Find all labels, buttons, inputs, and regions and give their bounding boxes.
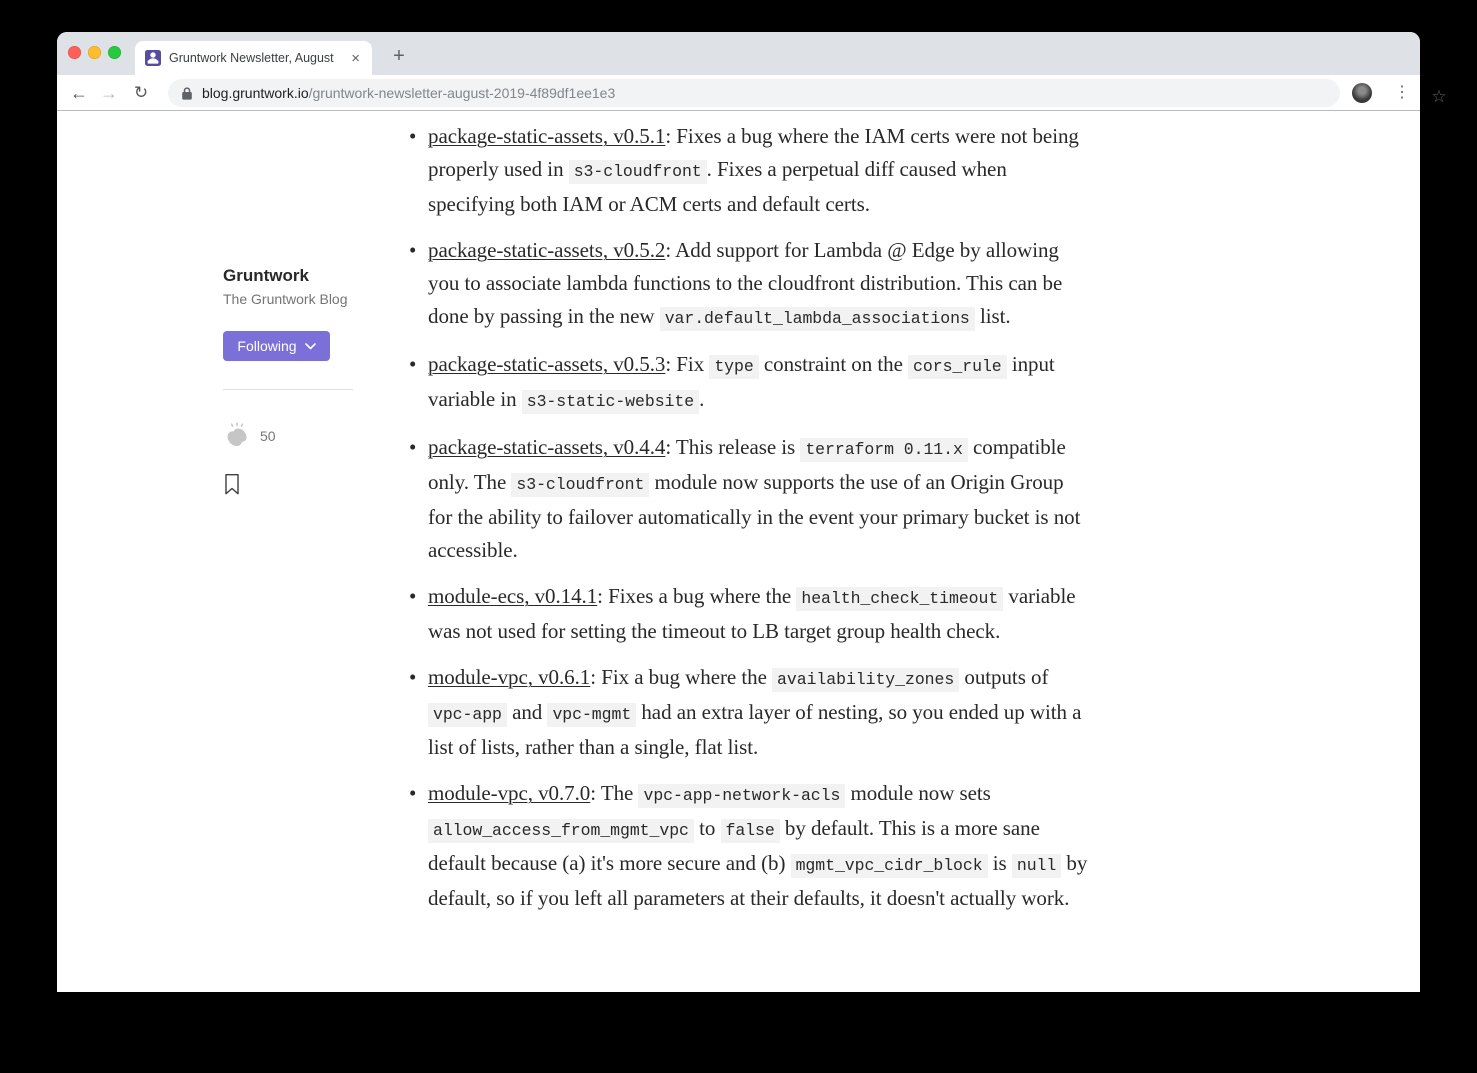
browser-menu-icon[interactable]: ⋮ — [1394, 84, 1410, 101]
inline-code: vpc-app-network-acls — [638, 784, 845, 808]
clap-count: 50 — [260, 428, 276, 444]
text-run: : Fix a bug where the — [590, 665, 773, 689]
text-run: had an extra layer of nesting, so you ended up with a list of lists, rather than a single, flat list. — [428, 700, 1082, 759]
text-run: module now supports the use of an Origin Group for the ability to failover automatically in the event your primary bucket is not accessible. — [428, 470, 1081, 562]
release-link[interactable]: package-static-assets, v0.5.2 — [428, 238, 666, 262]
url-text — [202, 85, 615, 101]
browser-tab[interactable] — [135, 41, 372, 75]
publication-subtitle: The Gruntwork Blog — [223, 291, 348, 307]
text-run: outputs of — [959, 665, 1049, 689]
release-item — [428, 348, 1088, 418]
article-body — [428, 120, 1088, 915]
tab-title: Gruntwork Newsletter, August — [169, 51, 334, 65]
browser-toolbar — [57, 75, 1447, 111]
forward-icon[interactable]: → — [100, 83, 118, 103]
inline-code: null — [1012, 854, 1061, 878]
text-run: variable was not used for setting the timeout to LB target group health check. — [428, 584, 1076, 643]
text-run: constraint on the — [758, 352, 909, 376]
release-link[interactable]: package-static-assets, v0.4.4 — [428, 435, 666, 459]
inline-code: s3-static-website — [522, 390, 699, 414]
back-icon[interactable]: ← — [70, 83, 88, 103]
text-run: is — [987, 851, 1012, 875]
reload-icon[interactable]: ↻ — [133, 83, 149, 102]
text-run: . — [699, 387, 705, 411]
following-button[interactable] — [223, 331, 330, 361]
text-run: compatible only. The — [428, 435, 1066, 494]
tab-close-icon[interactable]: × — [351, 49, 360, 67]
text-run: . Fixes a perpetual diff caused when specifying both IAM or ACM certs and default certs. — [428, 157, 1007, 216]
text-run: by default. This is a more sane default because (a) it's more secure and (b) — [428, 816, 1040, 875]
inline-code: mgmt_vpc_cidr_block — [791, 854, 988, 878]
inline-code: vpc-app — [428, 703, 507, 727]
release-item — [428, 777, 1088, 915]
publication-name[interactable]: Gruntwork — [223, 266, 309, 285]
inline-code: allow_access_from_mgmt_vpc — [428, 819, 694, 843]
release-item — [428, 580, 1088, 648]
bookmark-icon[interactable] — [223, 473, 241, 496]
release-link[interactable]: module-vpc, v0.7.0 — [428, 781, 591, 805]
gruntwork-favicon — [145, 50, 161, 66]
url-path: /gruntwork-newsletter-august-2019-4f89df1ee1e3 — [308, 85, 616, 101]
release-link[interactable]: package-static-assets, v0.5.3 — [428, 352, 666, 376]
text-run: : Fix — [665, 352, 710, 376]
inline-code: false — [721, 819, 780, 843]
publication-sidebar — [223, 266, 354, 501]
page-content — [57, 111, 1420, 991]
inline-code: var.default_lambda_associations — [660, 307, 975, 331]
clap-icon[interactable] — [223, 422, 251, 450]
release-item — [428, 234, 1088, 335]
release-item — [428, 431, 1088, 567]
inline-code: health_check_timeout — [796, 587, 1003, 611]
window-zoom-button[interactable] — [108, 46, 121, 59]
window-close-button[interactable] — [68, 46, 81, 59]
profile-avatar[interactable] — [1352, 83, 1372, 103]
inline-code: s3-cloudfront — [569, 160, 707, 184]
lock-icon — [181, 86, 193, 101]
text-run: module now sets — [845, 781, 991, 805]
text-run: input variable in — [428, 352, 1055, 411]
inline-code: cors_rule — [908, 355, 1007, 379]
text-run: and — [506, 700, 548, 724]
inline-code: s3-cloudfront — [511, 473, 649, 497]
release-link[interactable]: module-ecs, v0.14.1 — [428, 584, 598, 608]
release-list — [428, 120, 1088, 915]
sidebar-divider — [223, 389, 353, 390]
inline-code: type — [709, 355, 758, 379]
text-run: by default, so if you left all parameters at their defaults, it doesn't actually work. — [428, 851, 1088, 910]
text-run: : The — [590, 781, 639, 805]
inline-code: vpc-mgmt — [547, 703, 636, 727]
browser-window — [57, 32, 1447, 992]
release-item — [428, 120, 1088, 221]
text-run: : Fixes a bug where the IAM certs were not being properly used in — [428, 124, 1079, 181]
release-link[interactable]: package-static-assets, v0.5.1 — [428, 124, 666, 148]
text-run: to — [693, 816, 721, 840]
chevron-down-icon — [305, 343, 316, 350]
release-link[interactable]: module-vpc, v0.6.1 — [428, 665, 591, 689]
window-minimize-button[interactable] — [88, 46, 101, 59]
text-run: : Fixes a bug where the — [597, 584, 797, 608]
bookmark-star-icon[interactable]: ☆ — [1431, 87, 1447, 106]
address-bar[interactable] — [168, 79, 1447, 107]
text-run: : This release is — [665, 435, 801, 459]
inline-code: availability_zones — [772, 668, 959, 692]
following-label: Following — [237, 338, 297, 354]
text-run: list. — [974, 304, 1011, 328]
text-run: : Add support for Lambda @ Edge by allowing you to associate lambda functions to the cloudfront distribution. This can be done by passing in the new — [428, 238, 1063, 328]
inline-code: terraform 0.11.x — [800, 438, 967, 462]
release-item — [428, 661, 1088, 764]
tab-strip — [57, 32, 1420, 75]
url-domain: blog.gruntwork.io — [202, 85, 309, 101]
new-tab-button[interactable]: + — [393, 45, 405, 67]
